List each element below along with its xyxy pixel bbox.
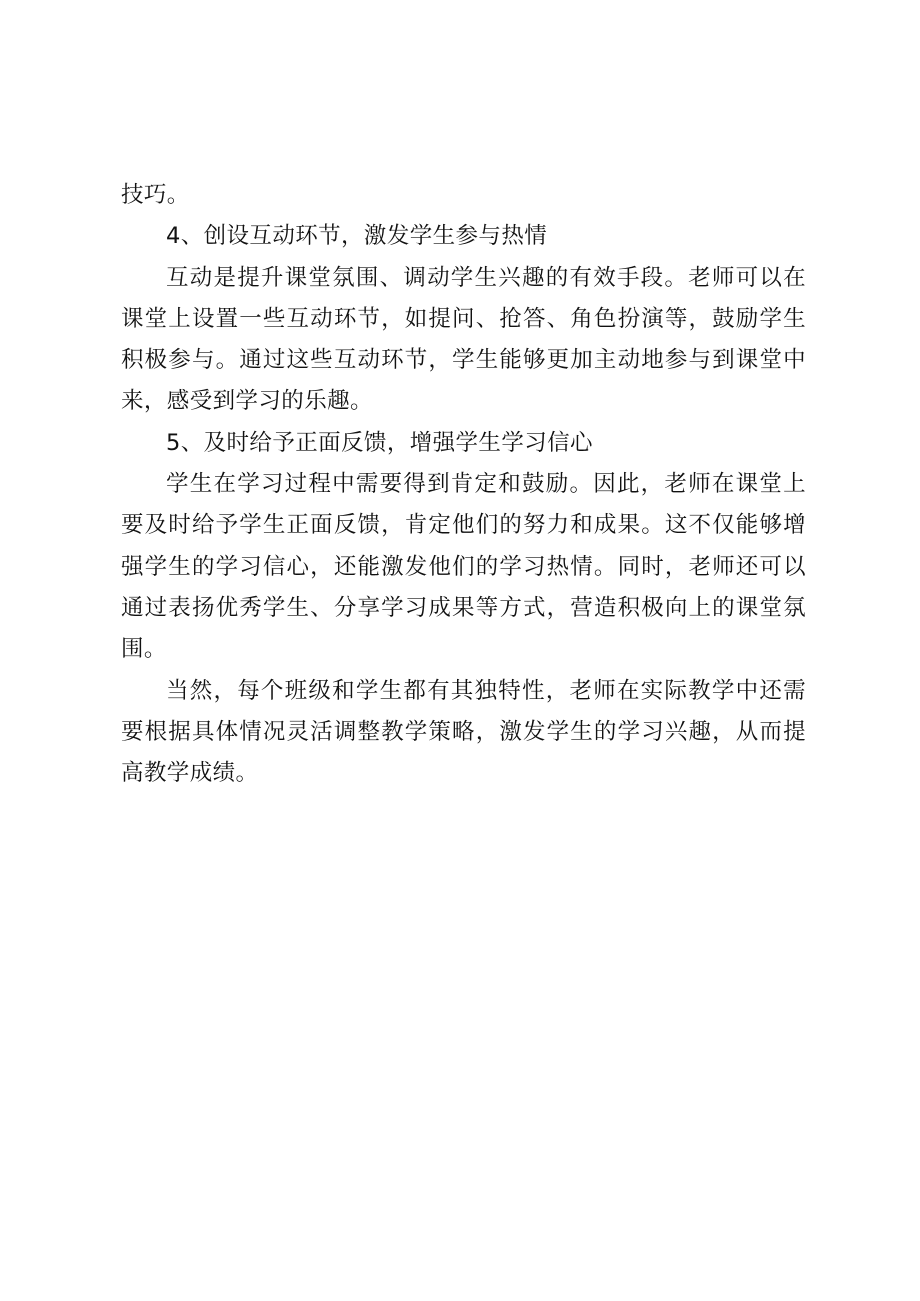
section-heading-5: 5、及时给予正面反馈，增强学生学习信心 (166, 429, 593, 456)
paragraph-interaction: 互动是提升课堂氛围、调动学生兴趣的有效手段。老师可以在课堂上设置一些互动环节，如提问、抢答、角色扮演等，鼓励学生积极参与。通过这些互动环节，学生能够更加主动地参与到课堂中来，感受到学习的乐趣。 (121, 264, 806, 415)
paragraph-feedback: 学生在学习过程中需要得到肯定和鼓励。因此，老师在课堂上要及时给予学生正面反馈，肯定他们的努力和成果。这不仅能够增强学生的学习信心，还能激发他们的学习热情。同时，老师还可以通过表扬优秀学生、分享学习成果等方式，营造积极向上的课堂氛围。 (121, 471, 806, 663)
document-body (121, 175, 806, 794)
paragraph-continuation: 技巧。 (121, 182, 190, 208)
paragraph-conclusion: 当然，每个班级和学生都有其独特性，老师在实际教学中还需要根据具体情况灵活调整教学策略，激发学生的学习兴趣，从而提高教学成绩。 (121, 677, 806, 787)
section-heading-4: 4、创设互动环节，激发学生参与热情 (166, 223, 548, 250)
